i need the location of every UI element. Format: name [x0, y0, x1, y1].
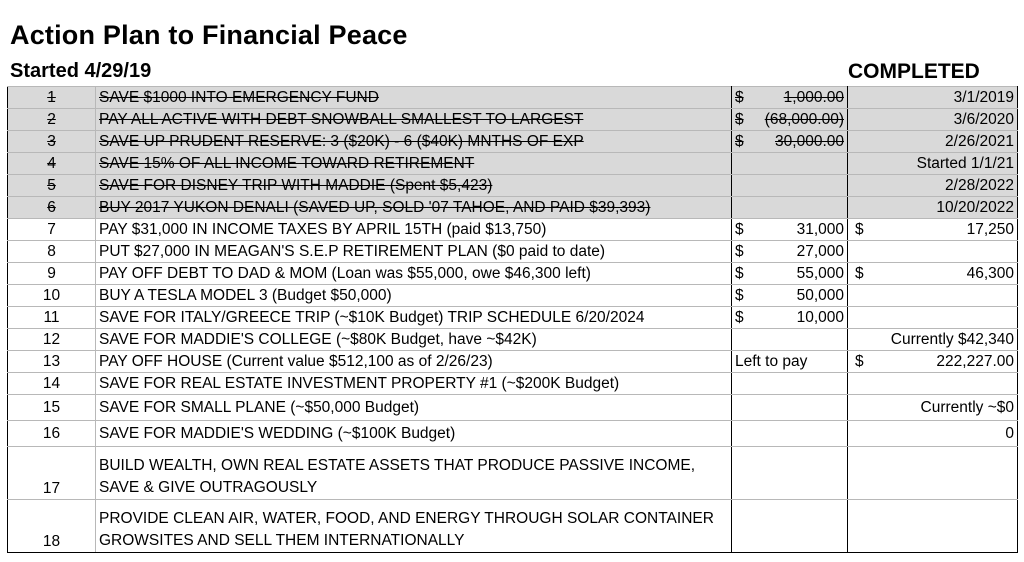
table-row — [8, 263, 1018, 285]
step-completed[interactable] — [848, 500, 1018, 553]
table-row — [8, 241, 1018, 263]
step-amount[interactable] — [732, 500, 848, 553]
step-completed[interactable] — [848, 447, 1018, 500]
amount-symbol: $ — [735, 133, 744, 150]
table-row — [8, 285, 1018, 307]
step-amount[interactable] — [732, 109, 848, 131]
step-completed[interactable] — [848, 263, 1018, 285]
step-amount[interactable] — [732, 447, 848, 500]
step-amount[interactable] — [732, 153, 848, 175]
step-completed[interactable] — [848, 219, 1018, 241]
step-description[interactable]: PAY OFF HOUSE (Current value $512,100 as of 2/26/23) — [96, 351, 732, 373]
step-amount[interactable] — [732, 395, 848, 421]
amount-value: 50,000 — [796, 287, 844, 304]
step-number[interactable]: 11 — [8, 307, 96, 329]
step-completed[interactable]: 10/20/2022 — [848, 197, 1018, 219]
page-title[interactable]: Action Plan to Financial Peace — [10, 20, 408, 50]
table-row — [8, 351, 1018, 373]
step-amount[interactable] — [732, 421, 848, 447]
amount-value: 10,000 — [796, 309, 844, 326]
completed-symbol: $ — [855, 221, 864, 238]
step-completed[interactable] — [848, 351, 1018, 373]
step-description[interactable]: SAVE FOR MADDIE'S COLLEGE (~$80K Budget, have ~$42K) — [96, 329, 732, 351]
amount-value: 30,000.00 — [775, 133, 844, 150]
step-number[interactable]: 1 — [8, 87, 96, 109]
step-description[interactable]: BUILD WEALTH, OWN REAL ESTATE ASSETS THAT PRODUCE PASSIVE INCOME, SAVE & GIVE OUTRAGOUSLY — [96, 447, 732, 500]
amount-symbol: $ — [735, 309, 744, 326]
step-number[interactable]: 18 — [8, 500, 96, 553]
amount-value: 27,000 — [796, 243, 844, 260]
step-amount[interactable] — [732, 329, 848, 351]
step-number[interactable]: 12 — [8, 329, 96, 351]
step-number[interactable]: 6 — [8, 197, 96, 219]
step-description[interactable]: SAVE FOR DISNEY TRIP WITH MADDIE (Spent $5,423) — [96, 175, 732, 197]
step-number[interactable]: 17 — [8, 447, 96, 500]
table-row — [8, 307, 1018, 329]
table-row — [8, 329, 1018, 351]
step-amount[interactable] — [732, 87, 848, 109]
table-row — [8, 447, 1018, 500]
table-row — [8, 373, 1018, 395]
step-amount[interactable] — [732, 373, 848, 395]
step-description[interactable]: PUT $27,000 IN MEAGAN'S S.E.P RETIREMENT PLAN ($0 paid to date) — [96, 241, 732, 263]
step-description[interactable]: BUY 2017 YUKON DENALI (SAVED UP, SOLD '07 TAHOE, AND PAID $39,393) — [96, 197, 732, 219]
step-description[interactable]: SAVE FOR ITALY/GREECE TRIP (~$10K Budget) TRIP SCHEDULE 6/20/2024 — [96, 307, 732, 329]
step-number[interactable]: 3 — [8, 131, 96, 153]
step-completed[interactable]: Started 1/1/21 — [848, 153, 1018, 175]
amount-symbol: $ — [735, 221, 744, 238]
table-row — [8, 197, 1018, 219]
step-amount[interactable] — [732, 175, 848, 197]
step-amount[interactable] — [732, 131, 848, 153]
step-description[interactable]: PROVIDE CLEAN AIR, WATER, FOOD, AND ENERGY THROUGH SOLAR CONTAINER GROWSITES AND SELL THEM INTERNATIONALLY — [96, 500, 732, 553]
step-number[interactable]: 5 — [8, 175, 96, 197]
step-description[interactable]: SAVE $1000 INTO EMERGENCY FUND — [96, 87, 732, 109]
step-completed[interactable] — [848, 373, 1018, 395]
step-description[interactable]: PAY ALL ACTIVE WITH DEBT SNOWBALL SMALLEST TO LARGEST — [96, 109, 732, 131]
step-number[interactable]: 8 — [8, 241, 96, 263]
table-row — [8, 500, 1018, 553]
step-number[interactable]: 2 — [8, 109, 96, 131]
table-row — [8, 175, 1018, 197]
completed-value: 46,300 — [966, 265, 1014, 282]
step-completed[interactable]: 2/26/2021 — [848, 131, 1018, 153]
completed-value: 222,227.00 — [936, 353, 1014, 370]
amount-value: 1,000.00 — [783, 89, 844, 106]
step-number[interactable]: 7 — [8, 219, 96, 241]
completed-value: 17,250 — [966, 221, 1014, 238]
step-number[interactable]: 10 — [8, 285, 96, 307]
amount-symbol: $ — [735, 111, 744, 128]
step-number[interactable]: 4 — [8, 153, 96, 175]
step-description[interactable]: SAVE FOR SMALL PLANE (~$50,000 Budget) — [96, 395, 732, 421]
table-row — [8, 395, 1018, 421]
amount-symbol: $ — [735, 89, 744, 106]
step-description[interactable]: PAY OFF DEBT TO DAD & MOM (Loan was $55,000, owe $46,300 left) — [96, 263, 732, 285]
action-plan-table — [7, 86, 1018, 553]
amount-symbol: $ — [735, 265, 744, 282]
step-number[interactable]: 16 — [8, 421, 96, 447]
step-number[interactable]: 9 — [8, 263, 96, 285]
table-row — [8, 87, 1018, 109]
completed-symbol: $ — [855, 353, 864, 370]
table-row — [8, 421, 1018, 447]
step-completed[interactable]: 3/1/2019 — [848, 87, 1018, 109]
completed-symbol: $ — [855, 265, 864, 282]
completed-header[interactable]: COMPLETED — [848, 60, 980, 83]
step-completed[interactable]: 3/6/2020 — [848, 109, 1018, 131]
table-row — [8, 109, 1018, 131]
step-amount[interactable] — [732, 285, 848, 307]
step-amount[interactable] — [732, 241, 848, 263]
table-row — [8, 153, 1018, 175]
amount-value: 55,000 — [796, 265, 844, 282]
step-completed[interactable]: Currently $42,340 — [848, 329, 1018, 351]
step-description[interactable]: SAVE FOR REAL ESTATE INVESTMENT PROPERTY #1 (~$200K Budget) — [96, 373, 732, 395]
step-description[interactable]: PAY $31,000 IN INCOME TAXES BY APRIL 15TH (paid $13,750) — [96, 219, 732, 241]
step-description[interactable]: BUY A TESLA MODEL 3 (Budget $50,000) — [96, 285, 732, 307]
step-completed[interactable] — [848, 285, 1018, 307]
step-completed[interactable] — [848, 307, 1018, 329]
step-description[interactable]: SAVE 15% OF ALL INCOME TOWARD RETIREMENT — [96, 153, 732, 175]
step-amount[interactable] — [732, 263, 848, 285]
step-amount[interactable]: Left to pay — [732, 351, 848, 373]
amount-symbol: $ — [735, 243, 744, 260]
step-number[interactable]: 13 — [8, 351, 96, 373]
step-completed[interactable] — [848, 241, 1018, 263]
step-completed[interactable]: Currently ~$0 — [848, 395, 1018, 421]
step-number[interactable]: 14 — [8, 373, 96, 395]
amount-value: (68,000.00) — [764, 111, 844, 128]
step-completed[interactable]: 0 — [848, 421, 1018, 447]
step-amount[interactable] — [732, 307, 848, 329]
table-row — [8, 219, 1018, 241]
step-completed[interactable]: 2/28/2022 — [848, 175, 1018, 197]
step-amount[interactable] — [732, 197, 848, 219]
amount-value: 31,000 — [796, 221, 844, 238]
step-number[interactable]: 15 — [8, 395, 96, 421]
step-description[interactable]: SAVE FOR MADDIE'S WEDDING (~$100K Budget) — [96, 421, 732, 447]
step-description[interactable]: SAVE UP PRUDENT RESERVE: 3 ($20K) - 6 ($40K) MNTHS OF EXP — [96, 131, 732, 153]
step-amount[interactable] — [732, 219, 848, 241]
start-date[interactable]: Started 4/29/19 — [10, 60, 152, 82]
amount-symbol: $ — [735, 287, 744, 304]
table-row — [8, 131, 1018, 153]
